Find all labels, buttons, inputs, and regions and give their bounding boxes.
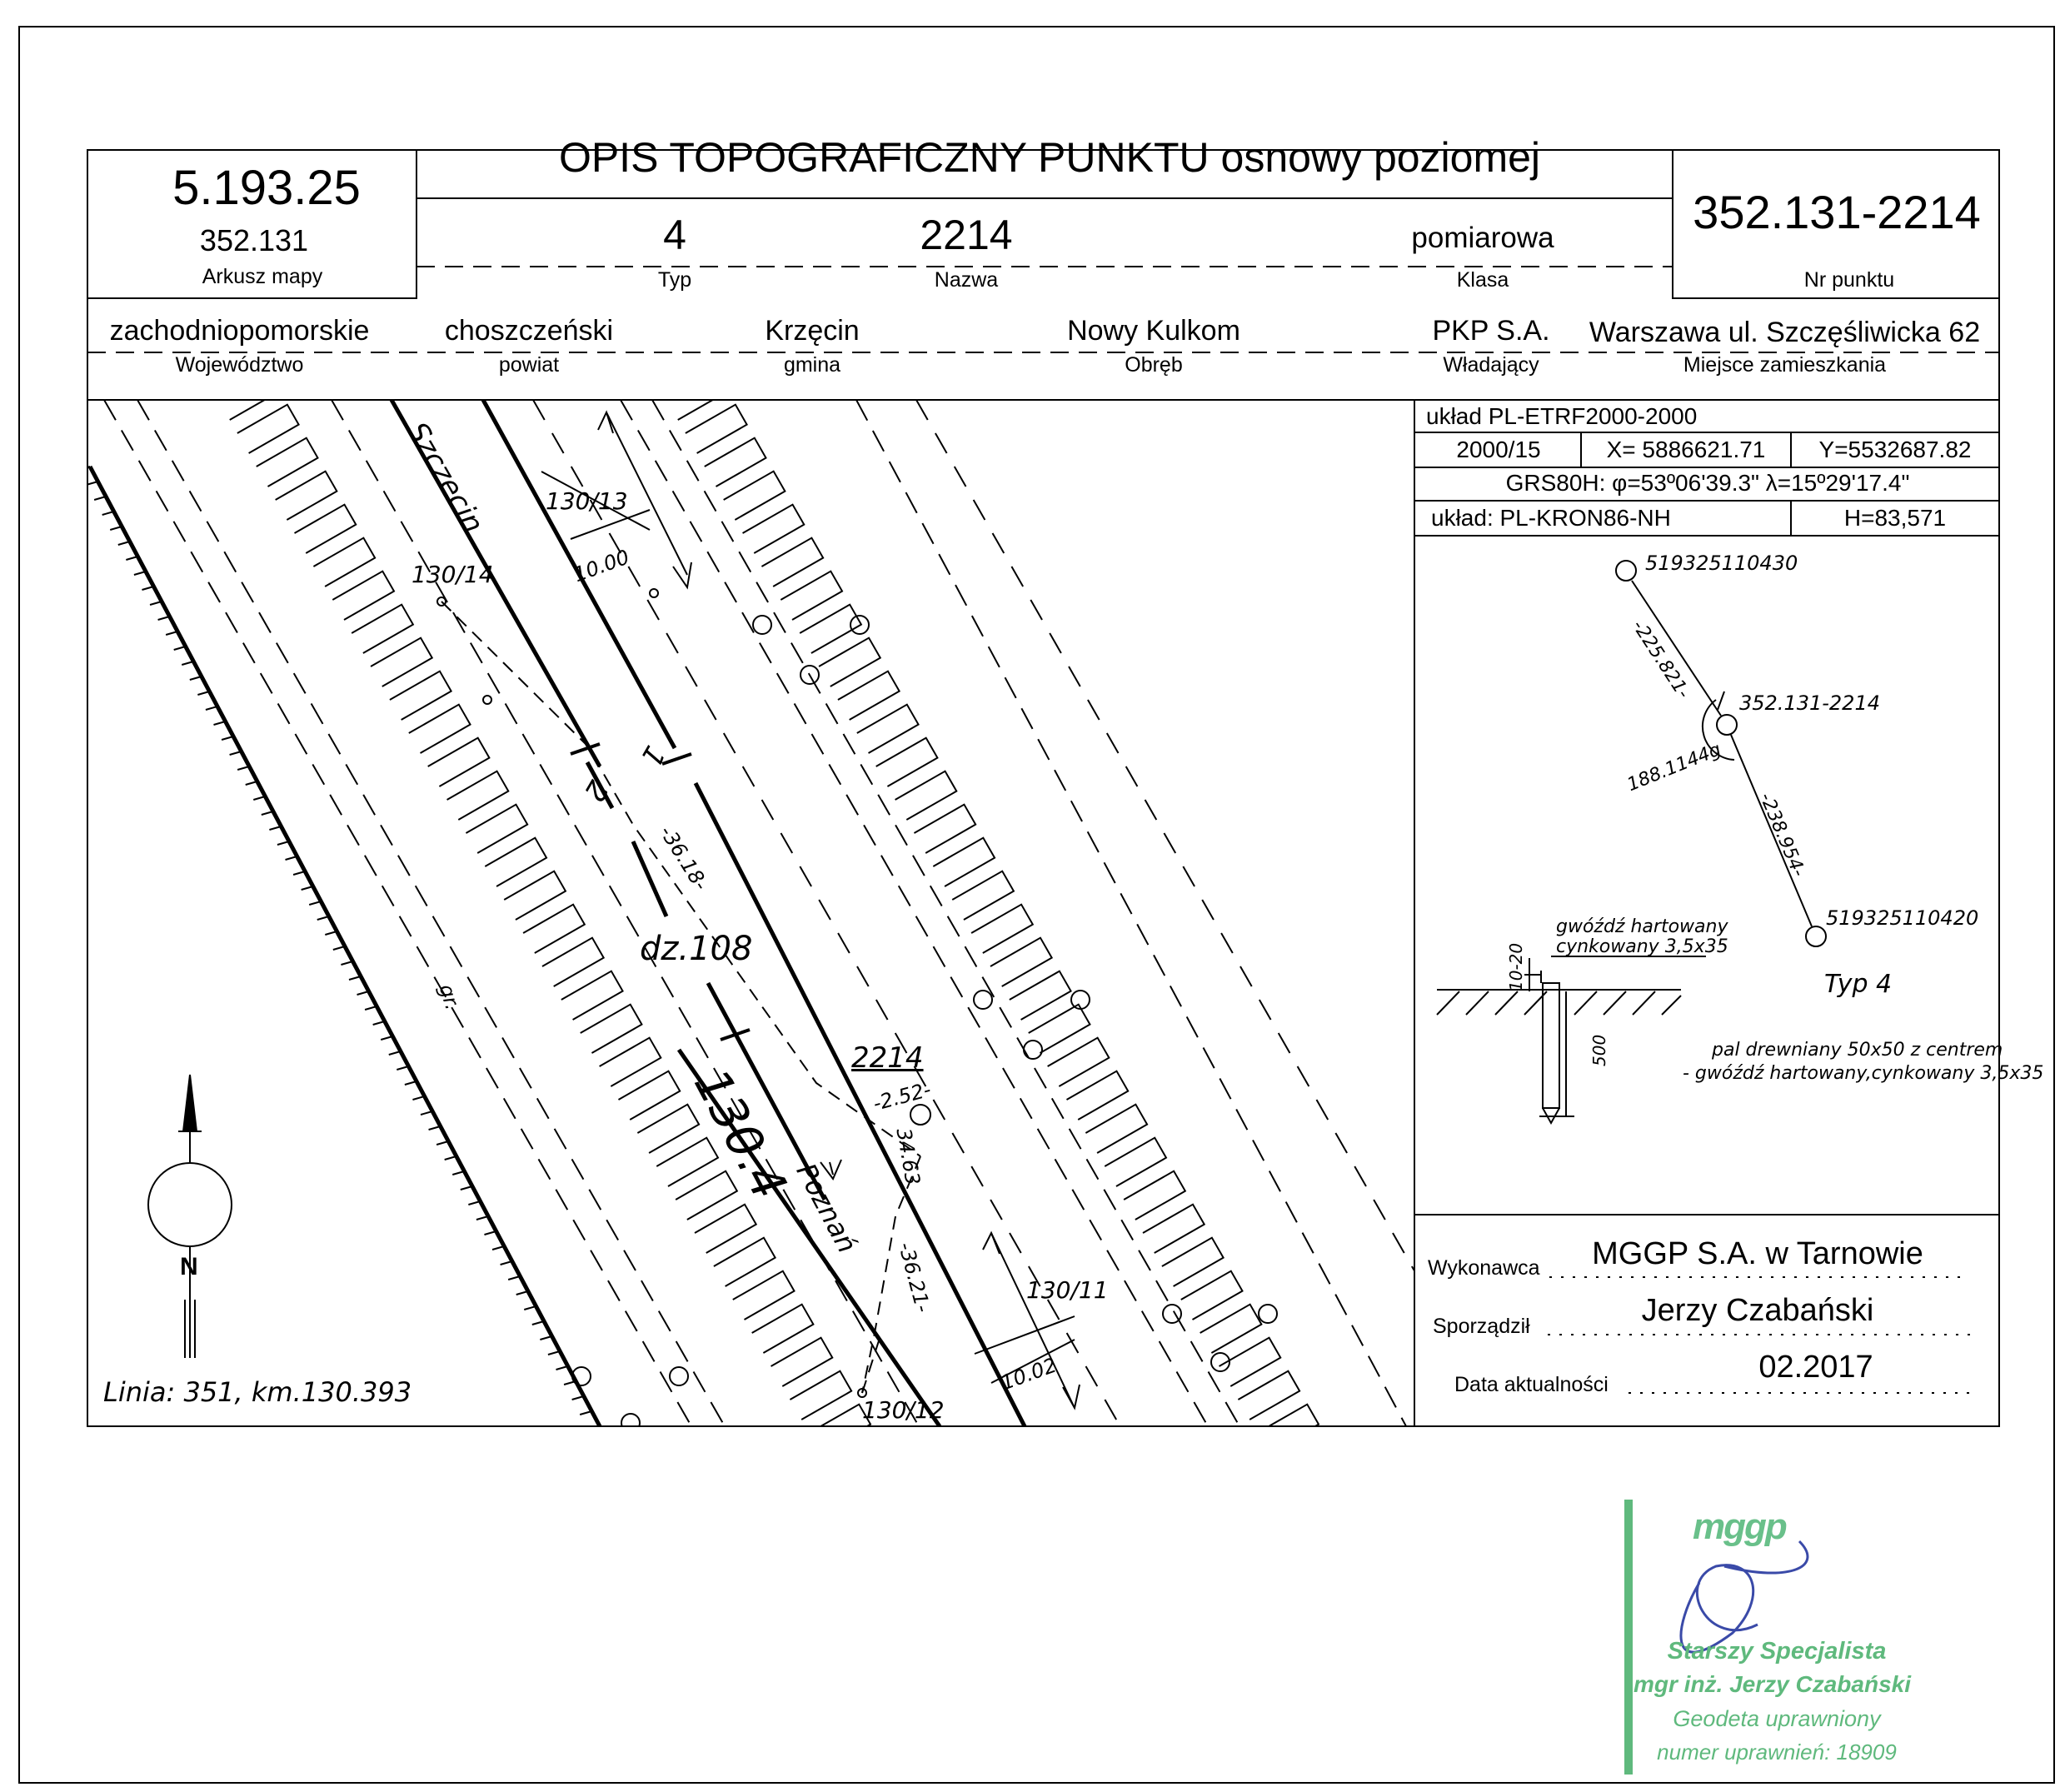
stamp-line-3: Geodeta uprawniony [1673,1706,1881,1731]
direction-poznan: Poznań [790,1158,864,1259]
pole-desc-1: pal drewniany 50x50 z centrem [1712,1040,2003,1061]
coord-x: X= 5886621.71 [1606,437,1766,462]
north-label: N [180,1253,198,1280]
height-value: H=83,571 [1843,505,1947,531]
point-130-13: 130/13 [546,487,628,515]
direction-szczecin: Szczecin [400,417,491,539]
owner-value: PKP S.A. [1432,315,1550,347]
boundary-gr: gr. [434,981,465,1013]
voivodeship-value: zachodniopomorskie [109,315,370,347]
stamp-line-1: Starszy Specjalista [1667,1638,1887,1665]
km-label: 130.4 [682,1060,798,1209]
center-point-label: 352.131-2214 [1739,691,1880,715]
commune-value: Krzęcin [765,315,860,347]
point-number-label: Nr punktu [1803,268,1895,292]
stamp-logo: mggp [1693,1506,1786,1547]
date-value: 02.2017 [1758,1350,1873,1385]
point-130-12: 130/12 [862,1396,945,1424]
dim-10-00: 10.00 [571,545,633,587]
coord-zone: 2000/15 [1456,437,1541,462]
coord-y: Y=5532687.82 [1818,437,1972,462]
sheet-sub: 352.131 [199,223,309,257]
county-label: powiat [498,353,560,377]
executor-value: MGGP S.A. w Tarnowie [1592,1236,1923,1271]
line-km-label: Linia: 351, km.130.393 [103,1376,412,1408]
owner-label: Władający [1443,353,1539,377]
dim-36-21: -36.21- [893,1240,935,1315]
parcel-label: dz.108 [640,930,753,968]
voivodeship-label: Województwo [175,353,304,377]
point-sketch [1437,561,1826,1123]
point-130-11: 130/11 [1026,1276,1109,1304]
north-arrow-icon [148,1075,232,1358]
coord-system: układ PL-ETRF2000-2000 [1426,403,1698,429]
district-label: Obręb [1125,353,1183,377]
prepared-value: Jerzy Czabański [1641,1293,1874,1328]
address-value: Warszawa ul. Szczęśliwicka 62 [1589,317,1981,348]
type-label: Typ [657,268,692,292]
top-point-label: 519325110430 [1645,552,1798,575]
point-130-14: 130/14 [412,561,494,588]
executor-label: Wykonawca [1428,1256,1540,1280]
class-label: Klasa [1456,268,1509,292]
map [78,372,1538,1505]
track-2-label: 2 [576,775,615,807]
page-title: OPIS TOPOGRAFICZNY PUNKTU osnowy poziomej [558,134,1541,181]
coord-grs: GRS80H: φ=53º06'39.3" λ=15º29'17.4" [1505,470,1910,496]
county-value: choszczeński [444,315,614,347]
stamp-line-4: numer uprawnień: 18909 [1657,1740,1897,1765]
point-2214-label: 2214 [851,1041,924,1075]
sheet-label: Arkusz mapy [202,265,323,288]
height-system: układ: PL-KRON86-NH [1431,505,1671,531]
dim-34-63: 34.63 [891,1126,925,1187]
commune-label: gmina [783,353,841,377]
name-value: 2214 [920,212,1013,258]
dim-10-02: 10.02 [998,1353,1060,1395]
stamp-line-2: mgr inż. Jerzy Czabański [1633,1671,1911,1697]
track-1-label: 1 [633,740,671,772]
type-value: 4 [663,212,686,258]
dim-36-18: -36.18- [655,821,713,895]
address-label: Miejsce zamieszkania [1683,353,1887,377]
angle-label: 188.1144g [1624,739,1724,796]
pole-desc-2: - gwóźdź hartowany,cynkowany 3,5x35 [1683,1063,2044,1084]
district-value: Nowy Kulkom [1067,315,1240,347]
type-sketch-label: Typ 4 [1824,970,1893,999]
name-label: Nazwa [934,268,999,292]
length-label: 500 [1589,1034,1609,1066]
nail-line2: cynkowany 3,5x35 [1556,936,1728,957]
date-label: Data aktualności [1454,1373,1609,1396]
dim-2-52: -2.52- [870,1077,934,1116]
bottom-point-label: 519325110420 [1826,906,1979,930]
dist-top: -225.821- [1628,616,1694,703]
point-number-value: 352.131-2214 [1693,186,1981,238]
prepared-label: Sporządził [1433,1315,1530,1338]
sheet-code: 5.193.25 [172,161,361,215]
depth-label: 10-20 [1506,942,1526,991]
nail-line1: gwóźdź hartowany [1556,916,1728,937]
dist-bottom: -238.954- [1754,790,1809,881]
class-value: pomiarowa [1411,222,1554,254]
